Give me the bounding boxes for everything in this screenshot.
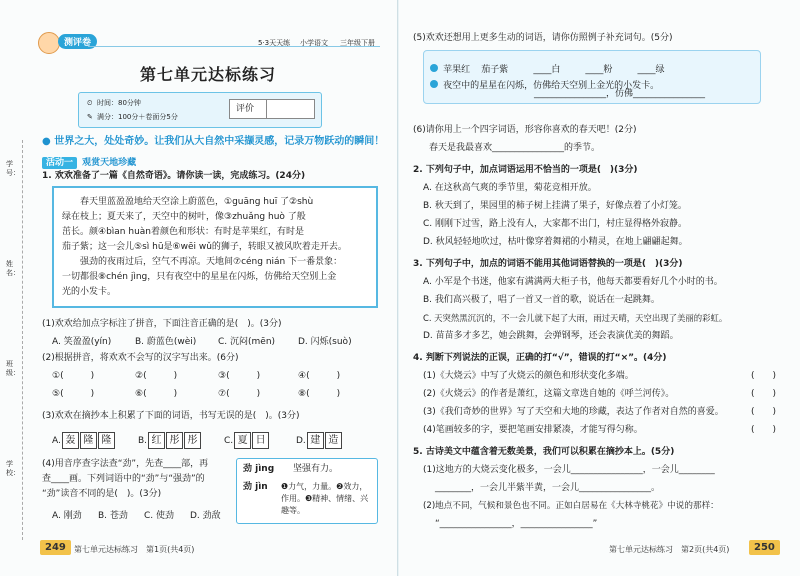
sub1-option-a[interactable]: A. 笑盈盈(yín)	[52, 337, 112, 347]
q3-option-c[interactable]: C. 天突然黑沉沉的，不一会儿就下起了大雨，雨过天晴，天空出现了美丽的彩虹。	[423, 313, 728, 323]
clock-icon: ⏲	[87, 99, 93, 107]
passage-line: 光的小发卡。	[62, 287, 117, 297]
example-icon	[430, 64, 438, 72]
question-2: 2. 下列句子中，加点词语运用不恰当的一项是( )(3分)	[413, 165, 638, 175]
q4-answer-4[interactable]: ( )	[751, 425, 777, 435]
example-box	[423, 50, 761, 104]
class-label: 班级：	[6, 360, 20, 377]
passage-line: 强劲的夜雨过后，空气不再凉。天地间⑦céng nián 下一番景象：	[62, 257, 343, 267]
question-4: 4. 判断下列说法的正误，正确的打“√”，错误的打“×”。(4分)	[413, 353, 667, 363]
q2-option-b[interactable]: B. 秋天到了，果园里的柿子树上挂满了果子，好像点着了小灯笼。	[423, 201, 687, 211]
activity-tag: 活动一	[42, 157, 77, 169]
info-box	[78, 92, 322, 128]
sub4-option-b[interactable]: B. 苍劲	[98, 511, 128, 521]
page-number: 250	[749, 540, 780, 555]
question-1: 1. 欢欢准备了一篇《自然奇语》。请你读一读，完成练习。(24分)	[42, 171, 306, 181]
pinyin-answer-8[interactable]: ⑧( )	[298, 389, 341, 399]
page-footer: 第七单元达标练习 第2页(共4页)	[609, 545, 730, 554]
pinyin-answer-6[interactable]: ⑥( )	[135, 389, 178, 399]
q4-item-3: (3)《我们奇妙的世界》写了天空和大地的珍藏，表达了作者对自然的喜爱。	[423, 407, 724, 417]
fill-blank[interactable]: ____粉	[585, 65, 613, 75]
question-1-5: (5)欢欢还想用上更多生动的词语，请你仿照例子补充词句。(5分)	[413, 33, 673, 43]
q4-answer-3[interactable]: ( )	[751, 407, 777, 417]
char-box: 彤	[166, 432, 183, 449]
name-label: 姓名：	[6, 260, 20, 277]
slogan-text: 世界之大，处处奇妙。让我们从大自然中采撷灵感，记录万物跃动的瞬间！	[54, 136, 385, 147]
option-letter: B.	[138, 436, 148, 446]
mascot-icon	[38, 32, 60, 54]
q2-option-c[interactable]: C. 刚刚下过雪，路上没有人，大家都不出门，村庄显得格外寂静。	[423, 219, 688, 229]
reading-passage	[52, 186, 378, 308]
passage-line: 一切都很⑧chén jìng，只有夜空中的星星在闪烁，仿佛给天空别上金	[62, 272, 337, 282]
score-icon: ✎	[87, 113, 93, 121]
page-number: 249	[40, 540, 71, 555]
subject-label: 小学语文	[300, 39, 328, 47]
q5-sub2-line1: (2)地点不同，气候和景色也不同。正如白居易在《大林寺桃花》中说的那样：	[423, 501, 719, 511]
pinyin-answer-4[interactable]: ④( )	[298, 371, 341, 381]
sub4-option-c[interactable]: C. 使劲	[144, 511, 175, 521]
char-box: 隆	[80, 432, 97, 449]
time-text: 时间：80分钟	[97, 99, 141, 107]
char-box: 隆	[98, 432, 115, 449]
q4-item-4: (4)笔画较多的字，要把笔画安排紧凑，才能写得匀称。	[423, 425, 643, 435]
q3-option-b[interactable]: B. 我们高兴极了，唱了一首又一首的歌，说话在一起跳舞。	[423, 295, 660, 305]
pinyin-answer-7[interactable]: ⑦( )	[218, 389, 261, 399]
sub3-option-a[interactable]	[52, 428, 115, 449]
dict-defs: ❶力气，力量。❷效力，作用。❸精神、情绪、兴趣等。	[281, 482, 369, 515]
binding-line	[22, 140, 23, 540]
example-sentence: 夜空中的星星在闪烁，仿佛给天空别上金光的小发卡。	[443, 81, 660, 91]
school-label: 学校：	[6, 460, 20, 477]
q5-sub1-line2[interactable]: ________，一会儿半紫半黄，一会儿________________。	[435, 483, 661, 493]
passage-line: 茄子紫；这一会儿⑤sì hū是⑥wēi wǔ的狮子，转眼又被风吹着走开去。	[62, 242, 347, 252]
q4-answer-2[interactable]: ( )	[751, 389, 777, 399]
option-letter: A.	[52, 436, 61, 446]
q4-item-2: (2)《火烧云》的作者是萧红，这篇文章选自她的《呼兰河传》。	[423, 389, 675, 399]
page-title: 第七单元达标练习	[140, 65, 277, 84]
dict-entry: 劲 jìn	[243, 482, 268, 492]
sub3-option-b[interactable]	[138, 428, 201, 449]
score-box-label: 评价	[236, 104, 255, 114]
question-5: 5. 古诗美文中蕴含着无数美景，我们可以积累在摘抄本上。(5分)	[413, 447, 675, 457]
pinyin-answer-3[interactable]: ③( )	[218, 371, 261, 381]
score-text: 满分：100分＋卷面分5分	[97, 113, 178, 121]
char-box: 夏	[234, 432, 251, 449]
fill-blank[interactable]: ____白	[533, 65, 561, 75]
activity-header	[42, 150, 136, 169]
sub3-option-d[interactable]	[296, 428, 342, 449]
sub1-option-d[interactable]: D. 闪烁(suò)	[298, 337, 352, 347]
example-icon	[430, 80, 438, 88]
sub3-option-c[interactable]	[224, 428, 269, 449]
char-box: 日	[252, 432, 269, 449]
header-rule	[88, 46, 380, 47]
q4-item-1: (1)《大烧云》中写了火烧云的颜色和形状变化多端。	[423, 371, 634, 381]
globe-icon: ●	[42, 136, 51, 147]
option-letter: C.	[224, 436, 234, 446]
test-badge: 测评卷	[58, 34, 97, 49]
activity-title: 观赏天地珍藏	[82, 158, 137, 168]
page-footer: 第七单元达标练习 第1页(共4页)	[74, 545, 195, 554]
sentence-fill-blank[interactable]: ________________，仿佛________________	[534, 89, 706, 99]
q3-option-d[interactable]: D. 苗苗多才多艺，她会跳舞，会弹钢琴，还会表演优美的舞蹈。	[423, 331, 679, 341]
dict-head-def: 坚强有力。	[293, 464, 339, 474]
sub1-option-c[interactable]: C. 沉闷(mēn)	[218, 337, 276, 347]
pinyin-answer-5[interactable]: ⑤( )	[52, 389, 95, 399]
score-box[interactable]	[229, 99, 315, 119]
student-id-label: 学号：	[6, 160, 20, 177]
q6-fill-line[interactable]: 春天是我最喜欢________________的季节。	[429, 143, 601, 153]
sub-question-4-line1: (4)用音序查字法查“劲”，先查____部，再	[42, 459, 209, 469]
sub1-option-b[interactable]: B. 蔚蓝色(wèi)	[135, 337, 197, 347]
left-page	[0, 0, 398, 576]
grade-label: 三年级下册	[340, 39, 375, 47]
sub-question-1: (1)欢欢给加点字标注了拼音，下面注音正确的是( )。(3分)	[42, 319, 282, 329]
dictionary-card	[236, 458, 378, 524]
q2-option-d[interactable]: D. 秋风轻轻地吹过，枯叶像穿着舞裙的小精灵，在地上翩翩起舞。	[423, 237, 688, 247]
char-box: 彤	[184, 432, 201, 449]
sub4-option-a[interactable]: A. 刚劲	[52, 511, 82, 521]
sub-question-4-line2: 查____画。下列词语中的“劲”与“强劲”的	[42, 474, 205, 484]
example-word: 苹果红	[443, 65, 471, 75]
char-box: 轰	[62, 432, 79, 449]
score-divider	[266, 100, 267, 118]
sub-question-4-line3: “劲”读音不同的是( )。(3分)	[42, 489, 162, 499]
slogan	[42, 132, 384, 147]
q3-option-a[interactable]: A. 小军是个书迷，他家有满满两大柜子书，他每天都要看好几个小时的书。	[423, 277, 723, 287]
char-box: 建	[307, 432, 324, 449]
passage-line: 绿在枝上；夏天来了，天空中的树叶，像③zhuǎng huò 了般	[62, 212, 306, 222]
pinyin-answer-1[interactable]: ①( )	[52, 371, 95, 381]
passage-line: 茁长。颜④bìan huàn着颜色和形状：有时是苹果红，有时是	[62, 227, 304, 237]
sub-question-2: (2)根据拼音，将欢欢不会写的汉字写出来。(6分)	[42, 353, 239, 363]
question-1-6: (6)请你用上一个四字词语，形容你喜欢的春天吧！(2分)	[413, 125, 637, 135]
char-box: 红	[148, 432, 165, 449]
question-3: 3. 下列句子中，加点的词语不能用其他词语替换的一项是( )(3分)	[413, 259, 683, 269]
pinyin-answer-2[interactable]: ②( )	[135, 371, 178, 381]
dict-head: 劲 jìng	[243, 464, 275, 474]
example-word: 茄子紫	[481, 65, 509, 75]
q5-sub2-line2[interactable]: “________________，________________”	[435, 519, 598, 529]
option-letter: D.	[296, 436, 306, 446]
q2-option-a[interactable]: A. 在这秋高气爽的季节里，菊花竞相开放。	[423, 183, 597, 193]
sub-question-3: (3)欢欢在摘抄本上积累了下面的词语，书写无误的是( )。(3分)	[42, 411, 300, 421]
series-label: 5·3天天练	[258, 39, 291, 47]
fill-blank[interactable]: ____绿	[637, 65, 665, 75]
char-box: 造	[325, 432, 342, 449]
passage-line: 春天里蓝盈盈地给天空涂上蔚蓝色，①guāng huī 了②shù	[62, 197, 314, 207]
sub4-option-d[interactable]: D. 劲敌	[190, 511, 221, 521]
q4-answer-1[interactable]: ( )	[751, 371, 777, 381]
right-page	[399, 0, 800, 576]
q5-sub1-line1[interactable]: (1)这地方的大烧云变化极多，一会儿________________，一会儿________	[423, 465, 715, 475]
